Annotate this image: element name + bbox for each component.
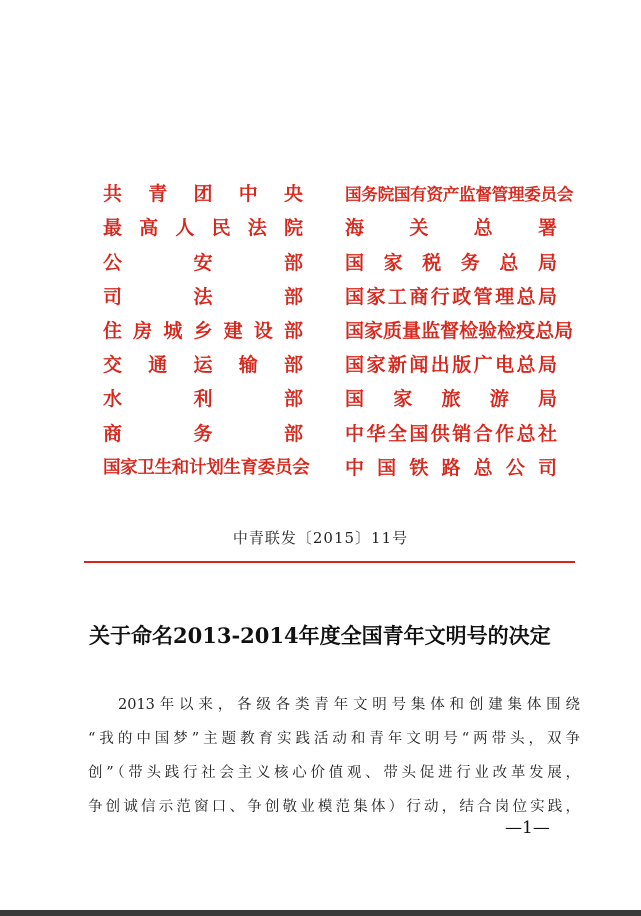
document-number: 中青联发〔2015〕11号 — [232, 529, 409, 547]
issuer-right-8: 中 华 全 国 供 销 合 作 总 社 — [345, 423, 557, 445]
issuer-left-9: 国家卫生和计划生育委员会 — [103, 458, 310, 478]
body-line-3: 创”（带头践行社会主义核心价值观、带头促进行业改革发展， — [88, 765, 580, 781]
body-line-2: “我的中国梦”主题教育实践活动和青年文明号“两带头，双争 — [88, 731, 580, 747]
issuer-left-6: 交 通 运 输 部 — [103, 354, 303, 376]
body-line-1: 2013年以来，各级各类青年文明号集体和创建集体围绕 — [118, 697, 580, 713]
issuer-left-4: 司 法 部 — [103, 286, 303, 308]
issuer-left-3: 公 安 部 — [103, 252, 303, 274]
issuer-right-3: 国 家 税 务 总 局 — [345, 252, 557, 274]
body-line-4: 争创诚信示范窗口、争创敬业模范集体）行动，结合岗位实践， — [88, 799, 580, 815]
issuer-left-8: 商 务 部 — [103, 423, 303, 445]
issuer-right-5: 国 家 质 量 监 督 检 验 检 疫 总 局 — [345, 320, 574, 342]
issuer-right-4: 国 家 工 商 行 政 管 理 总 局 — [345, 286, 557, 308]
issuer-right-1: 国务院国有资产监督管理委员会 — [345, 184, 574, 204]
document-title: 关于命名2013-2014年度全国青年文明号的决定 — [89, 623, 551, 648]
red-separator-line — [84, 561, 575, 563]
issuer-left-1: 共 青 团 中 央 — [103, 183, 303, 205]
issuer-left-7: 水 利 部 — [103, 388, 303, 410]
issuer-left-5: 住 房 城 乡 建 设 部 — [103, 320, 303, 342]
page-number: —1— — [505, 818, 550, 838]
issuer-right-2: 海 关 总 署 — [345, 217, 557, 239]
issuer-right-7: 国 家 旅 游 局 — [345, 388, 557, 410]
issuer-left-2: 最 高 人 民 法 院 — [103, 217, 303, 239]
issuer-right-6: 国 家 新 闻 出 版 广 电 总 局 — [345, 354, 557, 376]
scan-bottom-edge — [0, 910, 641, 916]
issuer-right-9: 中 国 铁 路 总 公 司 — [345, 457, 557, 479]
